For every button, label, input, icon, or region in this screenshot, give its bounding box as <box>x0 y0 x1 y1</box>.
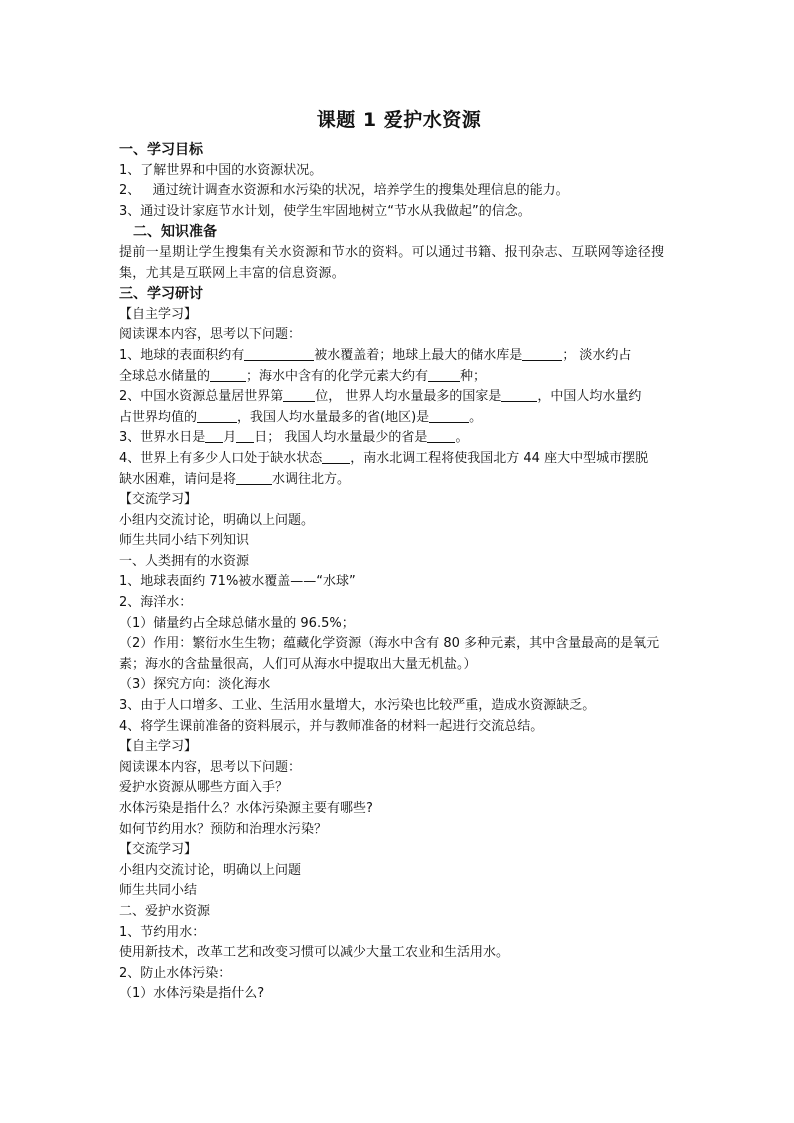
question-2-line-2: 占世界均值的 ，我国人均水量最多的省(地区)是 。 <box>119 409 483 425</box>
question-1-line-1: 1、地球的表面积约有 被水覆盖着；地球上最大的储水库是 ； 淡水约占 <box>119 347 632 363</box>
knowledge-1-item-2c: （3）探究方向：淡化海水 <box>119 677 271 693</box>
exchange-label-1: 【交流学习】 <box>119 492 198 508</box>
knowledge-2-item-2a: （1）水体污染是指什么? <box>119 986 265 1002</box>
answer-blank <box>244 346 314 361</box>
knowledge-2-item-2: 2、防止水体污染： <box>119 965 232 981</box>
knowledge-2-item-1: 1、节约用水： <box>119 924 206 940</box>
question-protect-1: 爱护水资源从哪些方面入手？ <box>119 780 289 796</box>
answer-blank <box>210 367 246 382</box>
exchange-text-2b: 师生共同小结 <box>119 883 198 899</box>
question-4-line-1: 4、世界上有多少人口处于缺水状态 ，南水北调工程将使我国北方 44 座大中型城市摆脱 <box>119 450 649 466</box>
document-body <box>119 104 679 1005</box>
reading-instruction-2: 阅读课本内容，思考以下问题： <box>119 759 302 775</box>
question-protect-3: 如何节约用水？预防和治理水污染？ <box>119 821 328 837</box>
knowledge-heading-2: 二、爱护水资源 <box>119 903 211 919</box>
exchange-text-1b: 师生共同小结下列知识 <box>119 533 250 549</box>
exchange-label-2: 【交流学习】 <box>119 842 198 858</box>
page-title: 课题 1 爱护水资源 <box>316 109 482 131</box>
question-2-line-1: 2、中国水资源总量居世界第 位， 世界人均水量最多的国家是 ，中国人均水量约 <box>119 389 642 405</box>
section-heading-study: 三、学习研讨 <box>119 286 203 303</box>
knowledge-1-item-1: 1、地球表面约 71%被水覆盖——“水球” <box>119 574 356 590</box>
knowledge-1-item-3: 3、由于人口增多、工业、生活用水量增大，水污染也比较严重，造成水资源缺乏。 <box>119 698 596 714</box>
exchange-text-2a: 小组内交流讨论，明确以上问题 <box>119 862 302 878</box>
answer-blank <box>236 470 272 485</box>
question-3: 3、世界水日是 月 日； 我国人均水量最少的省是 。 <box>119 430 469 446</box>
question-1-line-2: 全球总水储量的 ；海水中含有的化学元素大约有 种； <box>119 368 487 384</box>
goal-item-2: 2、 通过统计调查水资源和水污染的状况，培养学生的搜集处理信息的能力。 <box>119 183 569 199</box>
knowledge-heading-1: 一、人类拥有的水资源 <box>119 553 250 569</box>
self-study-label-2: 【自主学习】 <box>119 739 198 755</box>
answer-blank <box>427 428 455 443</box>
answer-blank <box>205 428 223 443</box>
answer-blank <box>197 408 237 423</box>
section-heading-prep: 二、知识准备 <box>133 224 217 241</box>
goal-item-3: 3、通过设计家庭节水计划，使学生牢固地树立“节水从我做起”的信念。 <box>119 203 531 219</box>
reading-instruction-1: 阅读课本内容，思考以下问题： <box>119 327 302 343</box>
prep-paragraph: 提前一星期让学生搜集有关水资源和节水的资料。可以通过书籍、报刊杂志、互联网等途径搜集，尤其是互联网上丰富的信息资源。 <box>119 244 665 281</box>
goal-item-1: 1、了解世界和中国的水资源状况。 <box>119 162 323 178</box>
answer-blank <box>501 387 537 402</box>
knowledge-1-item-4: 4、将学生课前准备的资料展示，并与教师准备的材料一起进行交流总结。 <box>119 718 544 734</box>
knowledge-2-item-1a: 使用新技术，改革工艺和改变习惯可以减少大量工农业和生活用水。 <box>119 945 510 961</box>
answer-blank <box>283 387 315 402</box>
section-heading-goals: 一、学习目标 <box>119 142 203 158</box>
knowledge-1-item-2b: （2）作用：繁衍水生生物；蕴藏化学资源（海水中含有 80 多种元素，其中含量最高的是氧元素；海水的含盐量很高，人们可从海水中提取出大量无机盐。） <box>119 636 660 672</box>
answer-blank <box>428 367 460 382</box>
answer-blank <box>429 408 469 423</box>
answer-blank <box>236 428 254 443</box>
answer-blank <box>322 449 350 464</box>
question-protect-2: 水体污染是指什么？水体污染源主要有哪些? <box>119 801 373 816</box>
question-4-line-2: 缺水困难，请问是将 水调往北方。 <box>119 471 351 487</box>
knowledge-1-item-2a: （1）储量约占全球总储水量的 96.5%； <box>119 615 355 631</box>
knowledge-1-item-2: 2、海洋水： <box>119 595 193 611</box>
exchange-text-1a: 小组内交流讨论，明确以上问题。 <box>119 512 315 528</box>
answer-blank <box>522 346 562 361</box>
self-study-label-1: 【自主学习】 <box>119 306 198 322</box>
